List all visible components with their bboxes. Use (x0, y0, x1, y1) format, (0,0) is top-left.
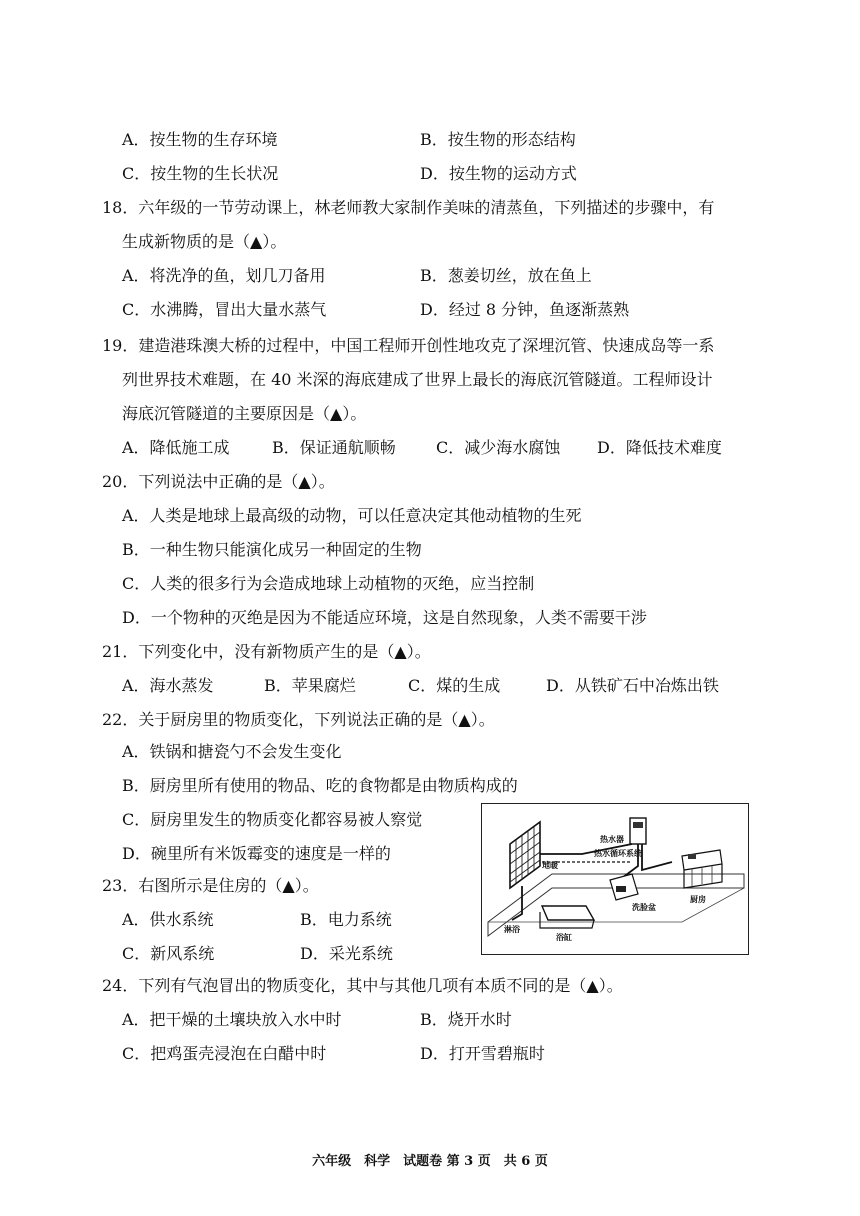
label-kitchen: 厨房 (690, 895, 706, 904)
q18-option-b: B．葱姜切丝，放在鱼上 (420, 266, 592, 285)
page-footer: 六年级 科学 试题卷 第 3 页 共 6 页 (312, 1154, 548, 1169)
q18-option-c: C．水沸腾，冒出大量水蒸气 (122, 300, 327, 319)
answer-mark: ▲ (330, 404, 343, 423)
q17-option-b: B．按生物的形态结构 (420, 130, 576, 149)
label-circulation: 热水循环系统 (594, 849, 642, 858)
q24-stem: 24．下列有气泡冒出的物质变化，其中与其他几项有本质不同的是（▲）。 (102, 976, 623, 995)
q24-option-b: B．烧开水时 (420, 1010, 512, 1029)
q18-option-a: A．将洗净的鱼，划几刀备用 (122, 266, 326, 285)
q24-option-a: A．把干燥的土壤块放入水中时 (122, 1010, 342, 1029)
q17-option-d: D．按生物的运动方式 (420, 164, 577, 183)
q23-stem: 23．右图所示是住房的（▲）。 (102, 876, 319, 895)
q22-option-c: C．厨房里发生的物质变化都容易被人察觉 (122, 810, 423, 829)
q22-option-a: A．铁锅和搪瓷勺不会发生变化 (122, 742, 342, 761)
q19-option-d: D．降低技术难度 (597, 438, 722, 457)
q17-option-c: C．按生物的生长状况 (122, 164, 279, 183)
q23-option-b: B．电力系统 (300, 910, 392, 929)
label-shower: 淋浴 (504, 925, 520, 934)
q20-option-b: B．一种生物只能演化成另一种固定的生物 (122, 540, 422, 559)
kitchen-cabinets (682, 850, 722, 888)
q21-option-a: A．海水蒸发 (122, 676, 214, 695)
bathtub (542, 906, 594, 920)
q22-option-b: B．厨房里所有使用的物品、吃的食物都是由物质构成的 (122, 776, 518, 795)
water-heater (630, 818, 646, 844)
q18-option-d: D．经过 8 分钟，鱼逐渐蒸熟 (420, 300, 630, 319)
q22-stem: 22．关于厨房里的物质变化，下列说法正确的是（▲）。 (102, 710, 495, 729)
label-heater: 热水器 (600, 835, 624, 844)
q20-option-c: C．人类的很多行为会造成地球上动植物的灭绝，应当控制 (122, 574, 535, 593)
q19-stem-line2: 列世界技术难题，在 40 米深的海底建成了世界上最长的海底沉管隧道。工程师设计 (122, 370, 713, 389)
q20-option-a: A．人类是地球上最高级的动物，可以任意决定其他动植物的生死 (122, 506, 582, 525)
q18-stem-line2: 生成新物质的是（▲）。 (122, 232, 287, 251)
q23-option-d: D．采光系统 (300, 944, 393, 963)
label-floor-heating: 地暖 (542, 861, 558, 870)
q18-stem-line1: 18．六年级的一节劳动课上，林老师教大家制作美味的清蒸鱼，下列描述的步骤中，有 (102, 198, 715, 217)
q23-option-c: C．新风系统 (122, 944, 215, 963)
answer-mark: ▲ (394, 642, 407, 661)
washbasin-bowl (616, 886, 626, 892)
q22-option-d: D．碗里所有米饭霉变的速度是一样的 (122, 844, 391, 863)
q23-option-a: A．供水系统 (122, 910, 214, 929)
q19-option-b: B．保证通航顺畅 (272, 438, 396, 457)
q19-stem-line3: 海底沉管隧道的主要原因是（▲）。 (122, 404, 367, 423)
q19-option-c: C．减少海水腐蚀 (436, 438, 561, 457)
house-system-figure (481, 803, 749, 955)
q21-option-d: D．从铁矿石中冶炼出铁 (546, 676, 719, 695)
house-system-diagram (482, 804, 748, 954)
answer-mark: ▲ (250, 232, 263, 251)
answer-mark: ▲ (586, 976, 599, 995)
q21-option-b: B．苹果腐烂 (264, 676, 356, 695)
q20-stem: 20．下列说法中正确的是（▲）。 (102, 472, 335, 491)
answer-mark: ▲ (458, 710, 471, 729)
water-heater-display (633, 822, 643, 828)
q21-stem: 21．下列变化中，没有新物质产生的是（▲）。 (102, 642, 431, 661)
q19-stem-line1: 19．建造港珠澳大桥的过程中，中国工程师开创性地攻克了深埋沉管、快速成岛等一系 (102, 336, 715, 355)
q20-option-d: D．一个物种的灭绝是因为不能适应环境，这是自然现象，人类不需要干涉 (122, 608, 647, 627)
q21-option-c: C．煤的生成 (408, 676, 501, 695)
answer-mark: ▲ (298, 472, 311, 491)
q17-option-a: A．按生物的生存环境 (122, 130, 278, 149)
answer-mark: ▲ (282, 876, 295, 895)
q24-option-c: C．把鸡蛋壳浸泡在白醋中时 (122, 1044, 327, 1063)
label-bathtub: 浴缸 (556, 933, 572, 942)
q19-option-a: A．降低施工成 (122, 438, 230, 457)
q24-option-d: D．打开雪碧瓶时 (420, 1044, 545, 1063)
label-washbasin: 洗脸盆 (632, 903, 656, 912)
floor-heating-panel (510, 822, 540, 888)
